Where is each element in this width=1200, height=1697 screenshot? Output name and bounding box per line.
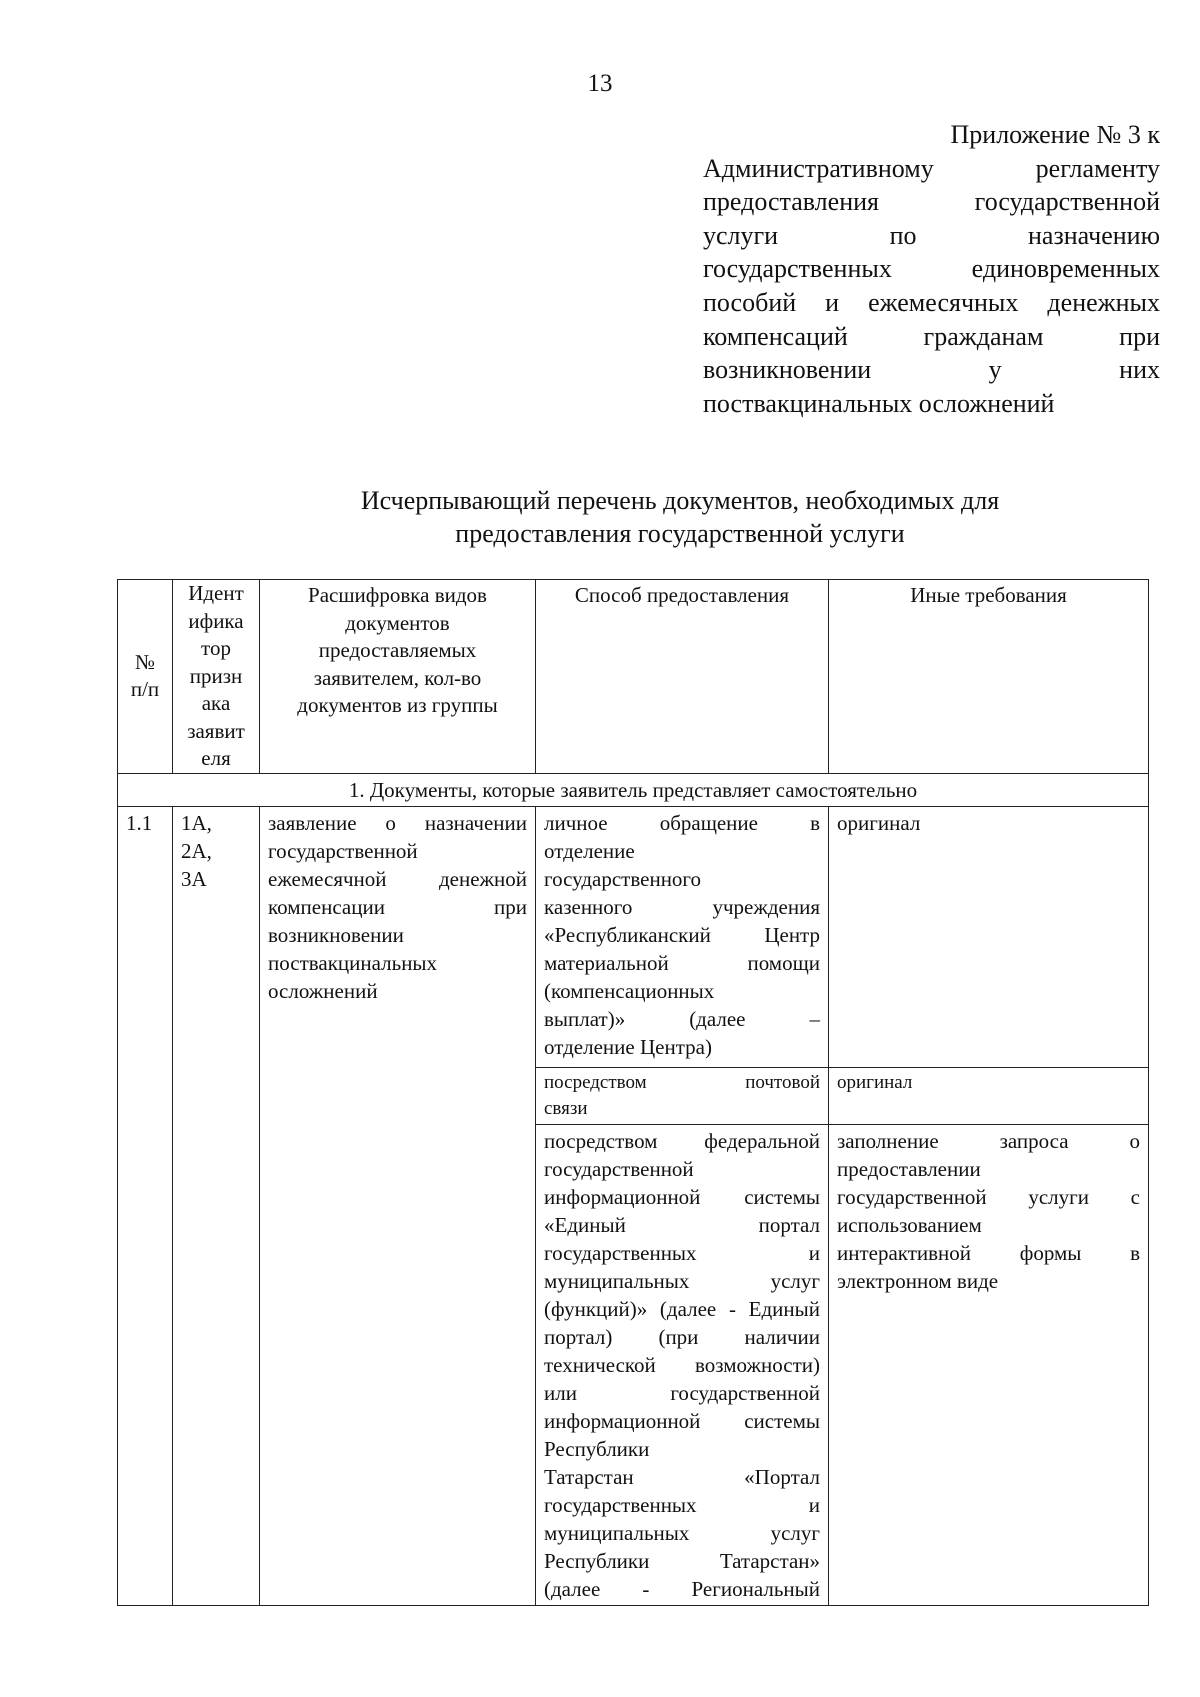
requirement-cell: заполнение запроса о предоставлении государственной услуги с использованием интерактивной формы в электронном виде <box>829 1124 1149 1605</box>
header-other-requirements: Иные требования <box>829 580 1149 774</box>
header-identifier: Идент ифика тор призн ака заявит еля <box>173 580 260 774</box>
appendix-line: государственных единовременных <box>703 254 1160 284</box>
appendix-line: предоставления государственной <box>703 187 1160 217</box>
appendix-reference <box>703 118 1160 420</box>
appendix-line: возникновении у них <box>703 355 1160 385</box>
section-row <box>118 773 1149 806</box>
appendix-line: Приложение № 3 к <box>950 120 1160 149</box>
table-header-row <box>118 580 1149 774</box>
method-cell: посредством почтовой связи <box>536 1067 829 1124</box>
documents-table <box>117 579 1149 1606</box>
header-decoding: Расшифровка видов документов предоставляемых заявителем, кол-во документов из группы <box>260 580 536 774</box>
table-row <box>118 806 1149 1067</box>
page-number: 13 <box>587 70 613 97</box>
method-cell: посредством федеральной государственной информационной системы «Единый портал государственных и муниципальных услуг (функций)» (далее - Единый портал) (при наличии технической возможности) или государственной информационной системы Республики Татарстан «Портал государственных и муниципальных услуг Республики Татарстан» (далее - Региональный <box>536 1124 829 1605</box>
appendix-line: компенсаций гражданам при <box>703 321 1160 351</box>
requirement-cell: оригинал <box>829 806 1149 1067</box>
section-title: 1. Документы, которые заявитель представляет самостоятельно <box>118 773 1149 806</box>
document-list-title <box>180 484 1180 550</box>
header-num: № п/п <box>118 580 173 774</box>
appendix-line: услуги по назначению <box>703 220 1160 250</box>
row-identifier: 1А, 2А, 3А <box>173 806 260 1605</box>
row-num: 1.1 <box>118 806 173 1605</box>
header-method: Способ предоставления <box>536 580 829 774</box>
title-line: предоставления государственной услуги <box>455 519 905 548</box>
appendix-line: пособий и ежемесячных денежных <box>703 287 1160 317</box>
row-decoding: заявление о назначении государственной ежемесячной денежной компенсации при возникновении поствакцинальных осложнений <box>260 806 536 1605</box>
title-line: Исчерпывающий перечень документов, необходимых для <box>360 486 1000 515</box>
appendix-line: Административному регламенту <box>703 153 1160 183</box>
appendix-line: поствакцинальных осложнений <box>703 388 1055 418</box>
requirement-cell: оригинал <box>829 1067 1149 1124</box>
method-cell: личное обращение в отделение государственного казенного учреждения «Республиканский Центр материальной помощи (компенсационных выплат)» (далее – отделение Центра) <box>536 806 829 1067</box>
